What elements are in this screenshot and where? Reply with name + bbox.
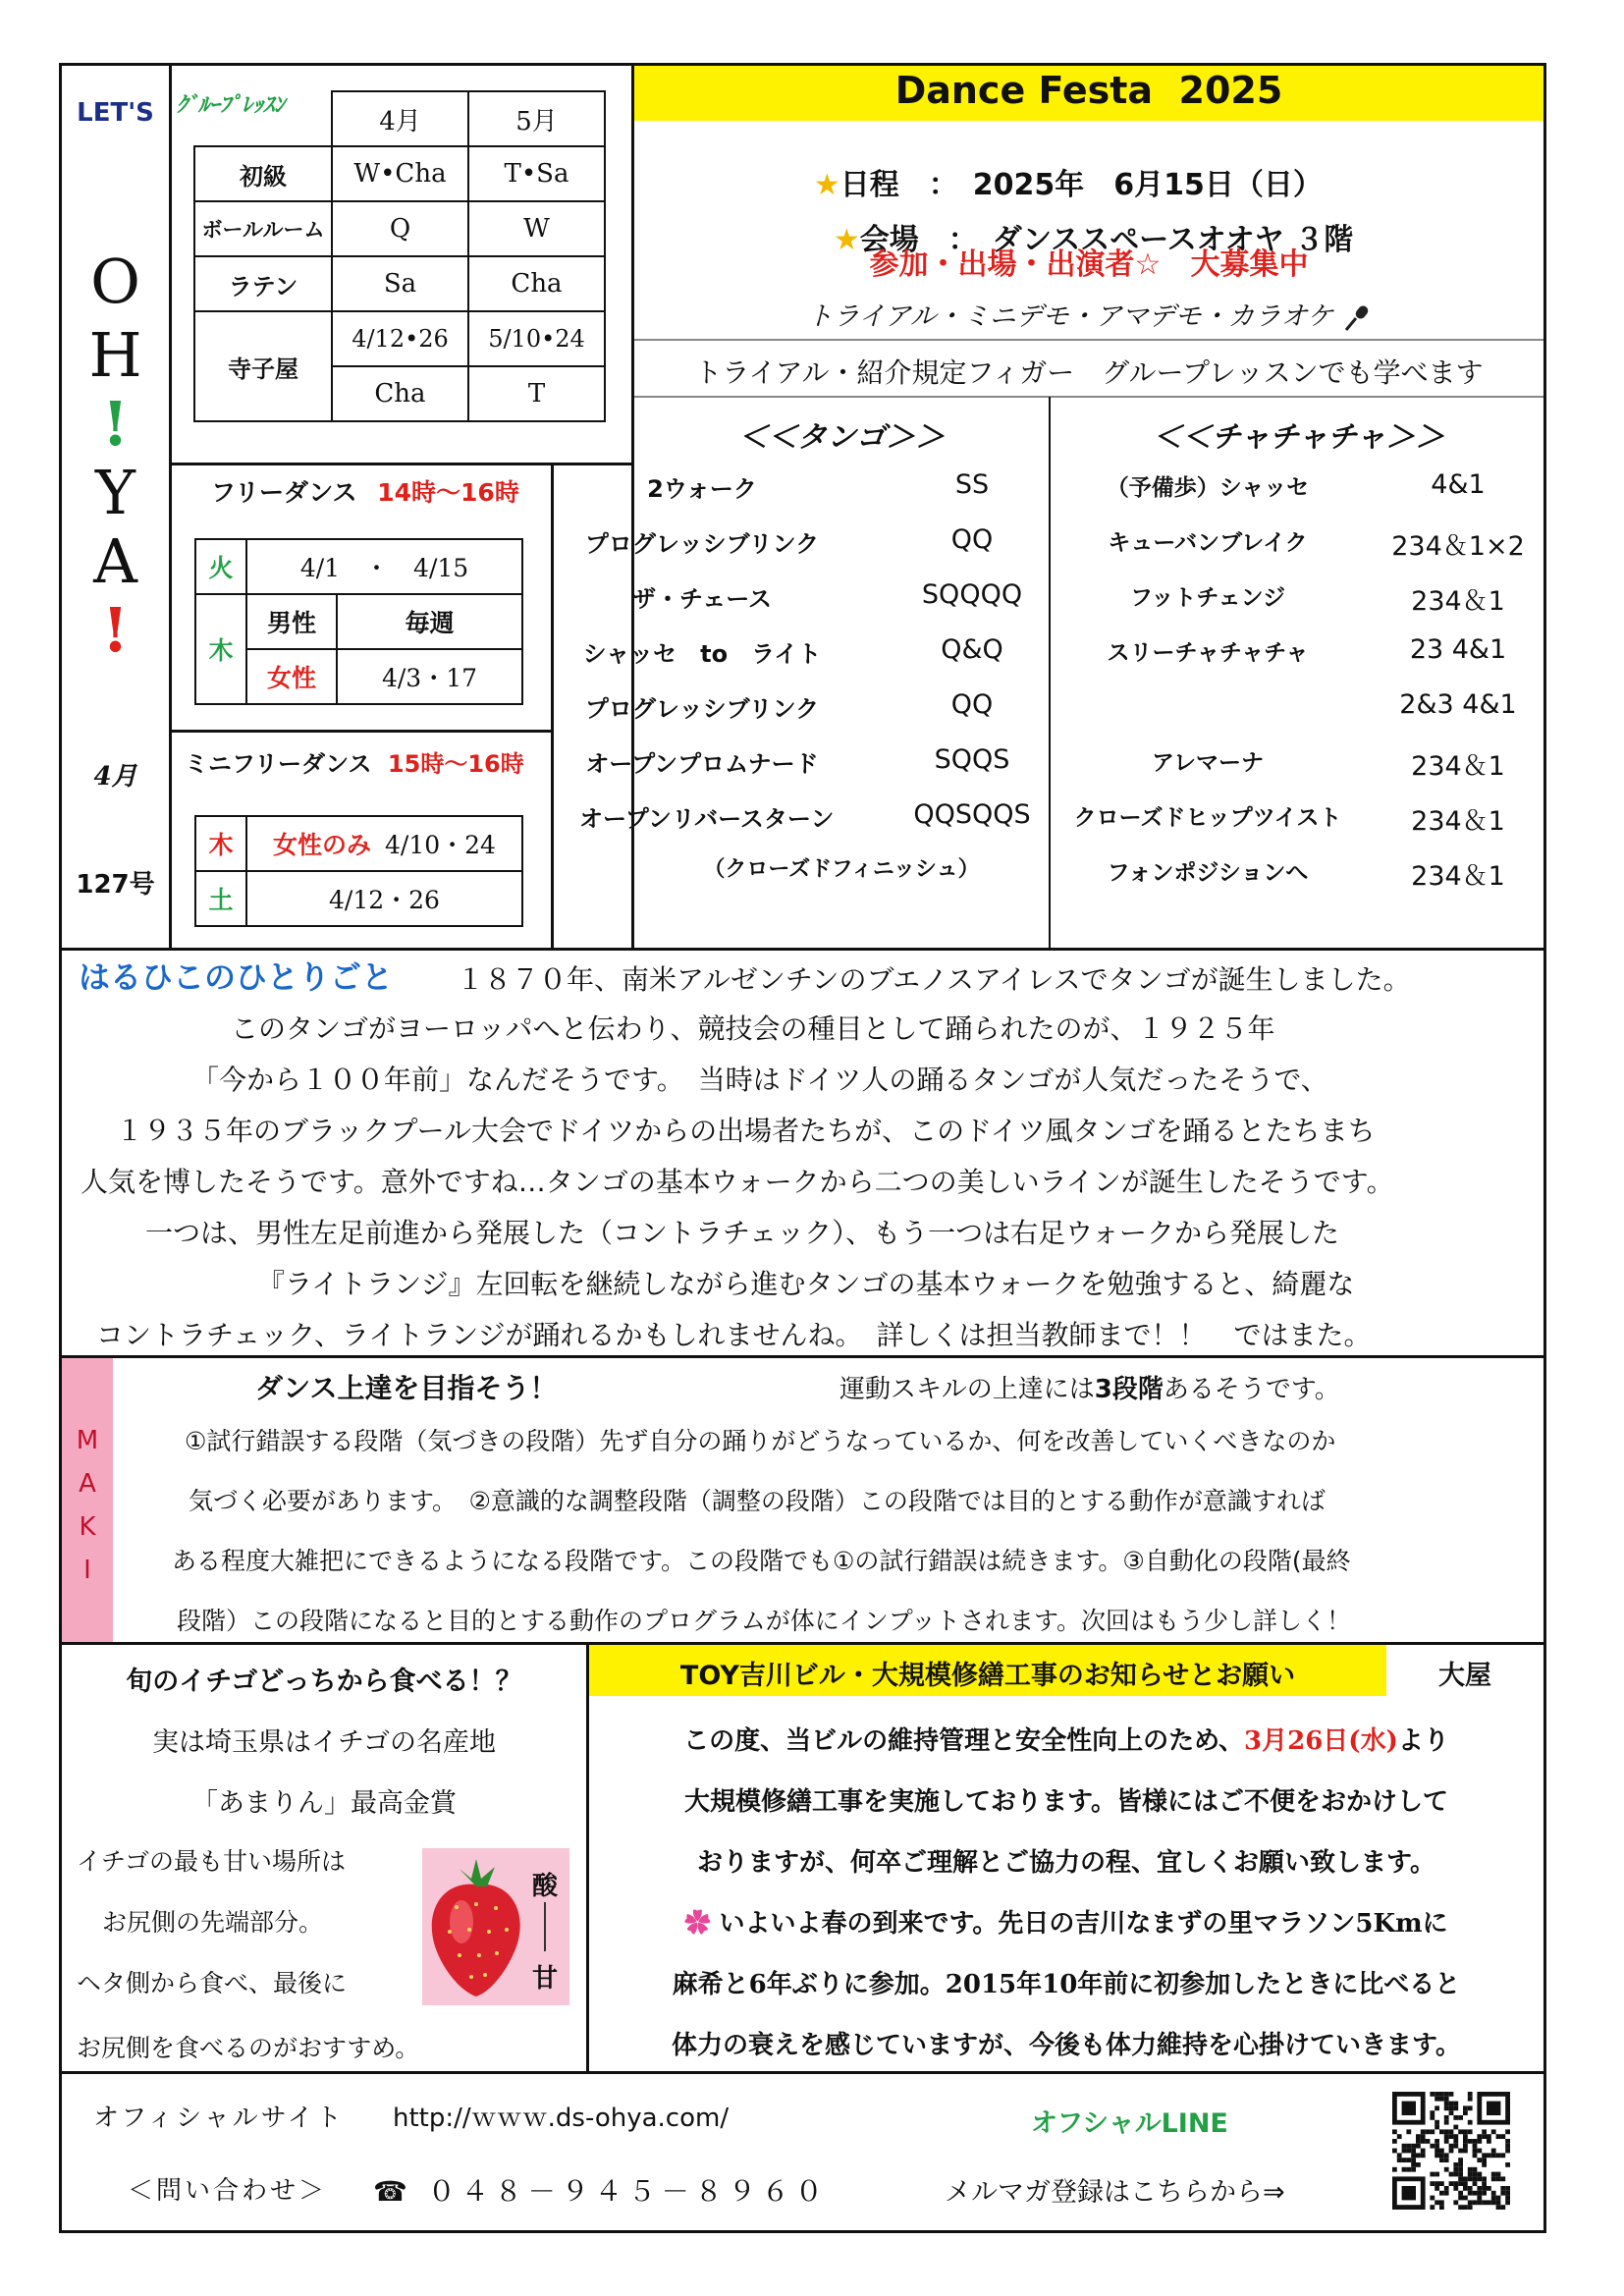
- mini-free-time: 15時～16時: [387, 750, 524, 778]
- haruhiko-title: はるひこのひとりごと: [79, 958, 394, 996]
- sidebar-month: 4月: [93, 762, 137, 792]
- group-lesson-row-label: 初級: [194, 146, 332, 201]
- notice-date: 3月26日(水): [1244, 1726, 1398, 1756]
- group-lesson-row-label: ラテン: [194, 256, 332, 311]
- sidebar-letter-exclaim-1: !: [101, 388, 130, 460]
- microphone-icon: [1342, 303, 1372, 333]
- maki-title: ダンス上達を目指そう！: [255, 1372, 558, 1404]
- notice-line-3: おりますが、何卒ご理解とご協力の程、宜しくお願い致します。: [697, 1848, 1435, 1878]
- tango-figure-name: プログレッシブリンク: [584, 530, 820, 558]
- haruhiko-line-5: 人気を博したそうです。意外ですね…タンゴの基本ウォークから二つの美しいラインが誕生したそうです。: [81, 1166, 1394, 1198]
- notice-line-6: 体力の衰えを感じていますが、今後も体力維持を心掛けていきます。: [672, 2031, 1461, 2060]
- group-lesson-cell: Q: [332, 201, 468, 256]
- footer-url[interactable]: http://ｗｗｗ.ds-ohya.com/: [393, 2104, 730, 2133]
- footer-phone: [373, 2170, 829, 2210]
- tango-figure-timing: QQSQQS: [913, 799, 1031, 830]
- festa-divider-1: [634, 339, 1543, 341]
- mini-free-thu-note: 女性のみ: [273, 831, 372, 859]
- terakoya-may: T: [468, 366, 605, 421]
- group-lesson-month-may: 5月: [468, 91, 605, 146]
- notice-line-5: 麻希と6年ぶりに参加。2015年10年前に初参加したときに比べると: [672, 1970, 1461, 1999]
- maki-line-2: 気づく必要があります。 ②意識的な調整段階（調整の段階）この段階では目的とする動作が意識すれば: [189, 1487, 1326, 1515]
- mini-free-thu-label: 木: [195, 816, 246, 871]
- chacha-figure-name: キューバンブレイク: [1108, 530, 1308, 556]
- maki-side-letters: [62, 1419, 113, 1592]
- footer-contact-label: ＜問い合わせ＞: [128, 2176, 328, 2206]
- notice-line-4-text: いよいよ春の到来です。先日の吉川なまずの里マラソン5Kmに: [719, 1909, 1448, 1939]
- free-dance-male-label: 男性: [246, 594, 337, 649]
- mini-free-sat-label: 土: [195, 871, 246, 926]
- group-lesson-cell: Sa: [332, 256, 468, 311]
- chacha-figure-timing: 234＆1: [1411, 586, 1505, 617]
- maki-line-4: 段階）この段階になると目的とする動作のプログラムが体にインプットされます。次回はもう少し詳しく！: [177, 1607, 1352, 1635]
- free-dance-male-value: 毎週: [337, 594, 522, 649]
- sidebar-letter-y: Y: [95, 457, 135, 528]
- festa-date-text: 日程 ： 2025年 6月15日（日）: [839, 168, 1323, 202]
- mini-free-thu-cell: [246, 816, 522, 871]
- strawberry-image: [422, 1848, 569, 2005]
- notice-author: 大屋: [1438, 1661, 1491, 1691]
- mini-free-title: [185, 744, 524, 779]
- tango-figure-timing: SQQS: [934, 744, 1010, 775]
- notice-title: TOY吉川ビル・大規模修繕工事のお知らせとお願い: [679, 1661, 1296, 1691]
- haruhiko-line-7: 『ライトランジ』左回転を継続しながら進むタンゴの基本ウォークを勉強すると、綺麗な: [257, 1268, 1355, 1300]
- star-icon: ★: [813, 168, 840, 202]
- haruhiko-line-1: １８７０年、南米アルゼンチンのブエノスアイレスでタンゴが誕生しました。: [457, 963, 1411, 996]
- festa-figure-note: トライアル・紹介規定フィガー グループレッスンでも学べます: [694, 356, 1484, 389]
- maki-intro-bold: 3段階: [1094, 1375, 1164, 1404]
- group-lesson-cell: W•Cha: [332, 146, 468, 201]
- maki-letter: I: [83, 1556, 91, 1585]
- sidebar-letter-exclaim-2: !: [101, 594, 130, 666]
- chacha-figure-name: フォンポジションへ: [1107, 860, 1309, 886]
- notice-line-1: [589, 1721, 1543, 1757]
- free-dance-thu-label: 木: [195, 594, 246, 704]
- footer-phone-number: ０４８－９４５－８９６０: [427, 2175, 829, 2208]
- strawberry-icon: [422, 1853, 530, 2000]
- tango-figure-name: ザ・チェース: [631, 585, 773, 613]
- notice-line-1-pre: この度、当ビルの維持管理と安全性向上のため、: [683, 1726, 1245, 1756]
- mini-free-thu-dates: 4/10・24: [385, 831, 496, 859]
- star-icon: ★: [833, 223, 860, 257]
- group-lesson-cell: Cha: [468, 256, 605, 311]
- sidebar-letter-o: O: [90, 246, 140, 317]
- terakoya-label: 寺子屋: [194, 311, 332, 421]
- chacha-figure-timing: 234＆1: [1411, 751, 1505, 782]
- festa-subtitle-text: トライアル・ミニデモ・アマデモ・カラオケ: [806, 301, 1334, 332]
- strawberry-sweet: 甘: [532, 1964, 559, 1994]
- maki-letter: K: [79, 1512, 96, 1542]
- group-lesson-cell: T•Sa: [468, 146, 605, 201]
- qr-code-icon[interactable]: [1392, 2092, 1510, 2210]
- tango-figure-timing: QQ: [950, 524, 994, 555]
- flower-icon: ✿: [684, 1909, 711, 1939]
- group-lesson-table: [193, 90, 606, 422]
- maki-letter: M: [76, 1426, 99, 1455]
- maki-line-1: ①試行錯誤する段階（気づきの段階）先ず自分の踊りがどうなっているか、何を改善していくべきなのか: [185, 1427, 1336, 1455]
- chacha-figure-timing: 23 4&1: [1409, 634, 1507, 665]
- terakoya-may-dates: 5/10•24: [468, 311, 605, 366]
- phone-icon: ☎: [373, 2175, 413, 2208]
- chacha-figure-name: クローズドヒップツイスト: [1073, 805, 1342, 831]
- strawberry-title: 旬のイチゴどっちから食べる！？: [126, 1667, 522, 1697]
- mini-free-table: [194, 815, 523, 927]
- tango-figure-timing: SQQQQ: [921, 579, 1023, 610]
- chacha-heading: ＜＜チャチャチャ＞＞: [1152, 420, 1445, 455]
- footer-site-label: オフィシャルサイト: [93, 2104, 345, 2133]
- sidebar-issue: 127号: [76, 870, 155, 900]
- free-dance-time: 14時～16時: [377, 478, 519, 507]
- mini-free-sat-dates: 4/12・26: [246, 871, 522, 926]
- notice-line-4: [589, 1903, 1543, 1940]
- strawberry-line-3: イチゴの最も甘い場所は: [77, 1847, 347, 1876]
- tango-figure-timing: QQ: [950, 689, 994, 720]
- free-dance-tue-label: 火: [195, 539, 246, 594]
- tango-figure-name: 2ウォーク: [647, 475, 757, 503]
- strawberry-line-1: 実は埼玉県はイチゴの名産地: [152, 1727, 496, 1758]
- maki-intro-post: あるそうです。: [1163, 1375, 1340, 1404]
- notice-line-2: 大規模修繕工事を実施しております。皆様にはご不便をおかけして: [684, 1787, 1448, 1817]
- festa-subtitle: [634, 295, 1543, 333]
- haruhiko-line-4: １９３５年のブラックプール大会でドイツからの出場者たちが、このドイツ風タンゴを踊るとたちまち: [116, 1115, 1376, 1147]
- sidebar-lets: LET'S: [77, 98, 154, 128]
- group-lesson-title: ｸﾞﾙｰﾌﾟﾚｯｽﾝ: [177, 93, 286, 118]
- festa-title: Dance Festa 2025: [894, 69, 1283, 112]
- strawberry-line-2: 「あまりん」最高金賞: [191, 1788, 457, 1819]
- strawberry-line-4: お尻側の先端部分。: [102, 1908, 324, 1937]
- chacha-figure-timing: 234＆1: [1411, 806, 1505, 837]
- strawberry-line-6: お尻側を食べるのがおすすめ。: [77, 2034, 420, 2062]
- chacha-figure-name: （予備歩）シャッセ: [1106, 475, 1310, 501]
- tango-figure-timing: Q&Q: [941, 634, 1003, 665]
- maki-letter: A: [79, 1469, 96, 1499]
- chacha-figure-name: スリーチャチャチャ: [1107, 640, 1309, 666]
- free-dance-tue-dates: 4/1 ・ 4/15: [246, 539, 522, 594]
- terakoya-apr-dates: 4/12•26: [332, 311, 468, 366]
- haruhiko-line-3: 「今から１００年前」なんだそうです。 当時はドイツ人の踊るタンゴが人気だったそうで、: [191, 1064, 1328, 1096]
- chacha-figure-timing: 4&1: [1431, 469, 1486, 500]
- festa-venue-text: 会場 ： ダンススペースオオヤ ３階: [859, 223, 1354, 257]
- free-dance-female-label: 女性: [246, 649, 337, 704]
- sidebar-letter-h: H: [88, 319, 142, 391]
- footer-line-label[interactable]: オフシャルLINE: [1031, 2108, 1228, 2139]
- strawberry-line-5: ヘタ側から食べ、最後に: [77, 1969, 348, 1997]
- free-dance-female-value: 4/3・17: [337, 649, 522, 704]
- footer-mail[interactable]: メルマガ登録はこちらから⇒: [945, 2177, 1285, 2208]
- festa-divider-2: [634, 396, 1543, 398]
- tango-figure-name: オープンプロムナード: [585, 750, 819, 778]
- chacha-figure-name: フットチェンジ: [1129, 585, 1286, 611]
- notice-line-1-post: より: [1397, 1726, 1449, 1756]
- mini-free-title-text: ミニフリーダンス: [185, 750, 372, 778]
- sidebar-letter-a: A: [93, 525, 137, 597]
- tango-figure-name: シャッセ to ライト: [582, 640, 822, 668]
- chacha-figure-timing: 234＆1×2: [1391, 531, 1525, 562]
- terakoya-apr: Cha: [332, 366, 468, 421]
- haruhiko-line-8: コントラチェック、ライトランジが踊れるかもしれませんね。 詳しくは担当教師まで！！ ではまた。: [96, 1319, 1372, 1351]
- chacha-figure-name: アレマーナ: [1151, 750, 1265, 776]
- group-lesson-row-label: ボールルーム: [194, 201, 332, 256]
- tango-figure-name: オープンリバースターン: [579, 805, 835, 833]
- strawberry-sour: 酸: [532, 1872, 559, 1901]
- strawberry-arrow: [544, 1902, 546, 1951]
- haruhiko-line-6: 一つは、男性左足前進から発展した（コントラチェック）、もう一つは右足ウォークから発展した: [145, 1217, 1340, 1249]
- chacha-figure-timing: 234＆1: [1411, 861, 1505, 892]
- free-dance-title: [211, 473, 519, 509]
- maki-intro: [839, 1369, 1340, 1405]
- group-lesson-cell: W: [468, 201, 605, 256]
- tango-figure-name: プログレッシブリンク: [584, 695, 820, 723]
- tango-heading: ＜＜タンゴ＞＞: [738, 420, 945, 455]
- free-dance-table: [194, 538, 523, 705]
- chacha-figure-timing: 2&3 4&1: [1399, 689, 1517, 720]
- haruhiko-line-2: このタンゴがヨーロッパへと伝わり、競技会の種目として踊られたのが、１９２５年: [231, 1012, 1275, 1045]
- tango-footer: （クローズドフィニッシュ）: [703, 857, 980, 882]
- tango-figure-timing: SS: [954, 469, 990, 500]
- free-dance-title-text: フリーダンス: [211, 478, 357, 507]
- maki-intro-pre: 運動スキルの上達には: [839, 1375, 1095, 1404]
- group-lesson-month-apr: 4月: [332, 91, 468, 146]
- maki-line-3: ある程度大雑把にできるようになる段階です。この段階でも①の試行錯誤は続きます。③自動化の段階(最終: [172, 1547, 1351, 1575]
- festa-recruit: 参加・出場・出演者☆ 大募集中: [869, 247, 1309, 282]
